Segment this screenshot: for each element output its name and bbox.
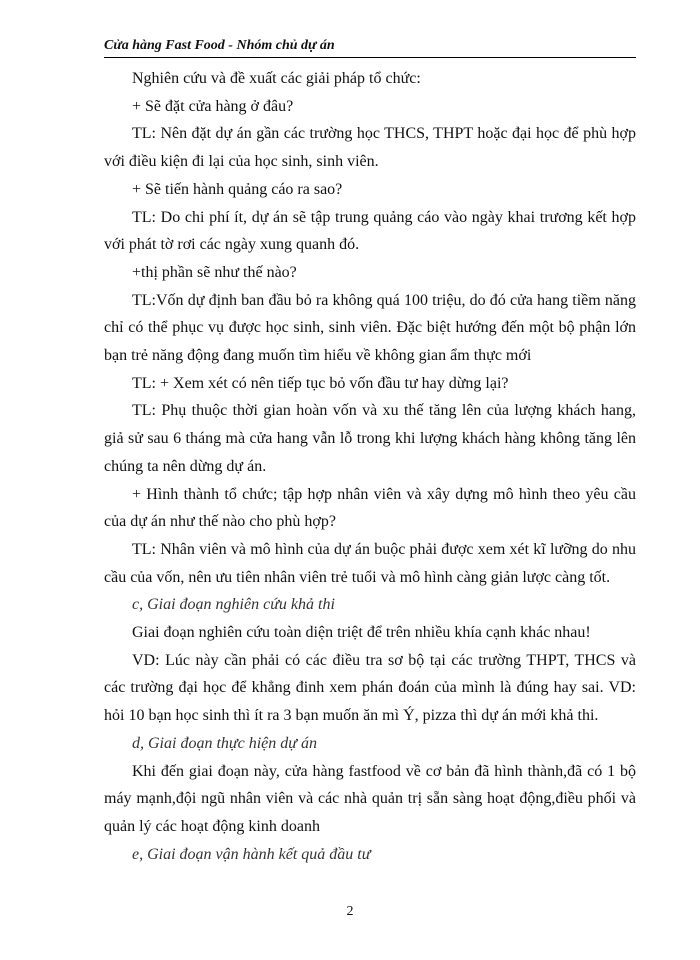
section-heading-feasibility: c, Giai đoạn nghiên cứu khả thi [132,596,335,614]
answer-location: TL: Nên đặt dự án gần các trường học THCS, THPT hoặc đại học để phù hợp với điều kiện đi lại của học sinh, sinh viên. [104,125,636,171]
document-body [104,65,636,868]
paragraph-intro: Nghiên cứu và đề xuất các giải pháp tổ chức: [132,70,421,87]
paragraph-feasibility: Giai đoạn nghiên cứu toàn diện triệt để trên nhiều khía cạnh khác nhau! [132,624,591,642]
section-heading-implementation: d, Giai đoạn thực hiện dự án [132,734,317,752]
answer-organization: TL: Nhân viên và mô hình của dự án buộc phải được xem xét kĩ lưỡng do nhu cầu của vốn, nên ưu tiên nhân viên trẻ tuổi và mô hình càng giản lược càng tốt. [104,540,636,586]
paragraph-implementation: Khi đến giai đoạn này, cửa hàng fastfood về cơ bản đã hình thành,đã có 1 bộ máy mạnh,đội ngũ nhân viên và các nhà quản trị sẵn sàng hoạt động,điều phối và quản lý các hoạt động kinh doanh [104,762,636,835]
page-number: 2 [346,904,354,919]
page-header: Cửa hàng Fast Food - Nhóm chủ dự án [104,38,636,58]
question-location: + Sẽ đặt cửa hàng ở đâu? [132,97,294,115]
answer-market-share: TL:Vốn dự định ban đầu bỏ ra không quá 100 triệu, do đó cửa hang tiềm năng chỉ có thể phục vụ được học sinh, sinh viên. Đặc biệt hướng đến một bộ phận lớn bạn trẻ năng động đang muốn tìm hiểu về không gian ẩm thực mới [104,291,636,365]
section-heading-operation: e, Giai đoạn vận hành kết quả đầu tư [132,845,371,863]
answer-advertising: TL: Do chi phí ít, dự án sẽ tập trung quảng cáo vào ngày khai trương kết hợp với phát tờ rơi các ngày xung quanh đó. [104,208,636,254]
question-market-share: +thị phần sẽ như thế nào? [132,263,297,281]
question-continue-investment: TL: + Xem xét có nên tiếp tục bỏ vốn đầu tư hay dừng lại? [132,374,509,392]
question-advertising: + Sẽ tiến hành quảng cáo ra sao? [132,180,343,198]
paragraph-example: VD: Lúc này cần phải có các điều tra sơ bộ tại các trường THPT, THCS và các trường đại học để khẳng đinh xem phán đoán của mình là đúng hay sai. VD: hỏi 10 bạn học sinh thì ít ra 3 bạn muốn ăn mì Ý, pizza thì dự án mới khả thi. [104,651,636,725]
question-organization: + Hình thành tổ chức; tập hợp nhân viên và xây dựng mô hình theo yêu cầu của dự án như thế nào cho phù hợp? [104,485,636,531]
answer-continue-investment: TL: Phụ thuộc thời gian hoàn vốn và xu thế tăng lên của lượng khách hang, giả sử sau 6 tháng mà cửa hang vẫn lỗ trong khi lượng khách hàng không tăng lên chúng ta nên dừng dự án. [104,402,636,475]
